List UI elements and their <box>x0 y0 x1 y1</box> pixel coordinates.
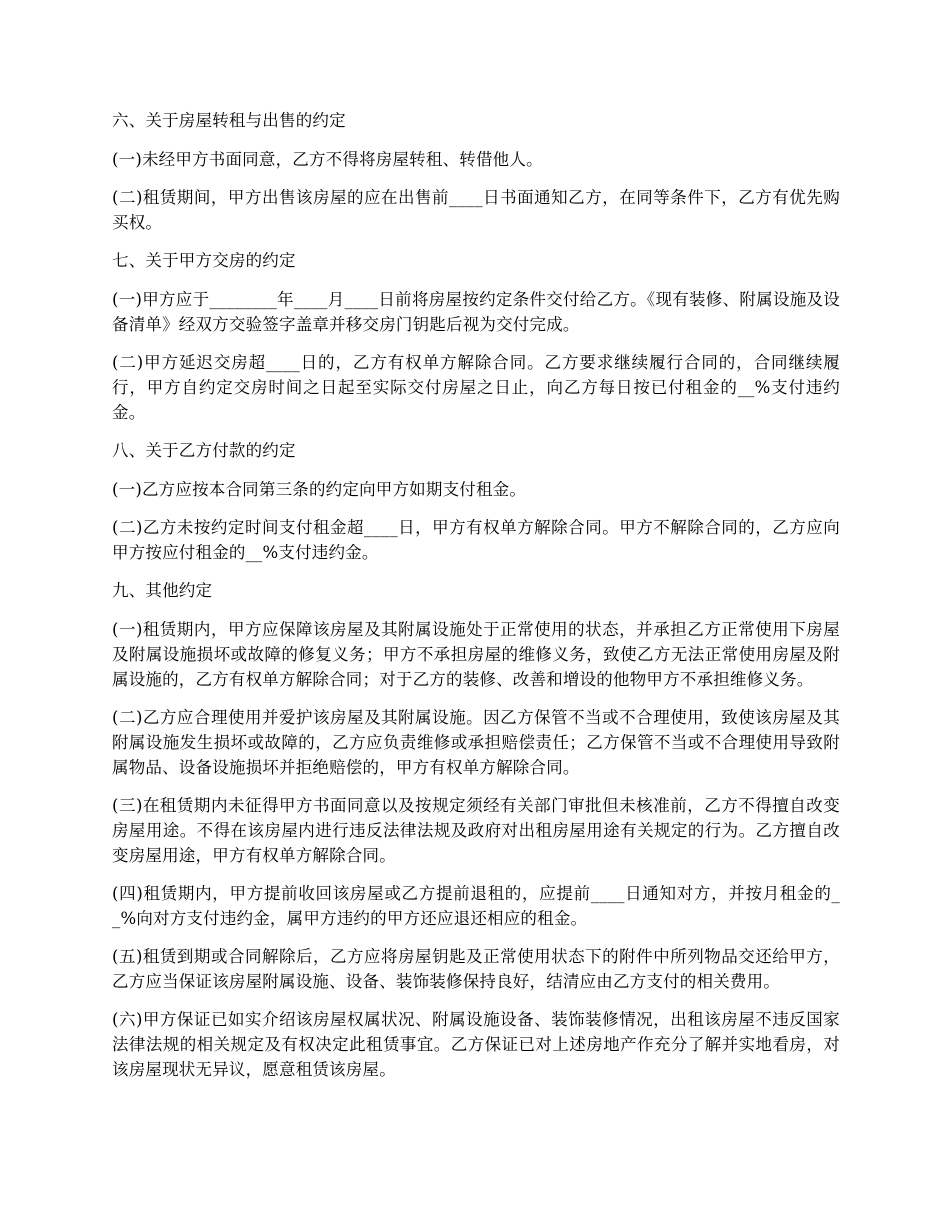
clause-8-2: (二)乙方未按约定时间支付租金超____日，甲方有权单方解除合同。甲方不解除合同的，乙方应向甲方按应付租金的__%支付违约金。 <box>112 518 840 562</box>
clause-6-2: (二)租赁期间，甲方出售该房屋的应在出售前____日书面通知乙方，在同等条件下，乙方有优先购买权。 <box>112 188 840 232</box>
clause-9-3: (三)在租赁期内未征得甲方书面同意以及按规定须经有关部门审批但未核准前，乙方不得擅自改变房屋用途。不得在该房屋内进行违反法律法规及政府对出租房屋用途有关规定的行为。乙方擅自改变房屋用途，甲方有权单方解除合同。 <box>112 796 840 865</box>
section-heading-6: 六、关于房屋转租与出售的约定 <box>112 111 346 130</box>
clause-6-1: (一)未经甲方书面同意，乙方不得将房屋转租、转借他人。 <box>112 150 543 169</box>
clause-7-2: (二)甲方延迟交房超____日的，乙方有权单方解除合同。乙方要求继续履行合同的，合同继续履行，甲方自约定交房时间之日起至实际交付房屋之日止，向乙方每日按已付租金的__%支付违约金。 <box>112 353 840 422</box>
section-heading-9: 九、其他约定 <box>112 581 213 600</box>
section-heading-7: 七、关于甲方交房的约定 <box>112 251 296 270</box>
document-body <box>112 108 840 1095</box>
clause-8-1: (一)乙方应按本合同第三条的约定向甲方如期支付租金。 <box>112 480 527 499</box>
clause-9-4: (四)租赁期内，甲方提前收回该房屋或乙方提前退租的，应提前____日通知对方，并按月租金的__%向对方支付违约金，属甲方违约的甲方还应退还相应的租金。 <box>112 884 840 928</box>
clause-9-6: (六)甲方保证已如实介绍该房屋权属状况、附属设施设备、装饰装修情况，出租该房屋不违反国家法律法规的相关规定及有权决定此租赁事宜。乙方保证已对上述房地产作充分了解并实地看房，对该房屋现状无异议，愿意租赁该房屋。 <box>112 1010 840 1079</box>
clause-9-1: (一)租赁期内，甲方应保障该房屋及其附属设施处于正常使用的状态，并承担乙方正常使用下房屋及附属设施损坏或故障的修复义务；甲方不承担房屋的维修义务，致使乙方无法正常使用房屋及附属设施的，乙方有权单方解除合同；对于乙方的装修、改善和增设的他物甲方不承担维修义务。 <box>112 620 840 689</box>
section-heading-8: 八、关于乙方付款的约定 <box>112 441 296 460</box>
clause-9-5: (五)租赁到期或合同解除后，乙方应将房屋钥匙及正常使用状态下的附件中所列物品交还给甲方，乙方应当保证该房屋附属设施、设备、装饰装修保持良好，结清应由乙方支付的相关费用。 <box>112 947 840 991</box>
clause-9-2: (二)乙方应合理使用并爱护该房屋及其附属设施。因乙方保管不当或不合理使用，致使该房屋及其附属设施发生损坏或故障的，乙方应负责维修或承担赔偿责任；乙方保管不当或不合理使用导致附属物品、设备设施损坏并拒绝赔偿的，甲方有权单方解除合同。 <box>112 708 840 777</box>
clause-7-1: (一)甲方应于________年____月____日前将房屋按约定条件交付给乙方。《现有装修、附属设施及设备清单》经双方交验签字盖章并移交房门钥匙后视为交付完成。 <box>112 290 840 334</box>
